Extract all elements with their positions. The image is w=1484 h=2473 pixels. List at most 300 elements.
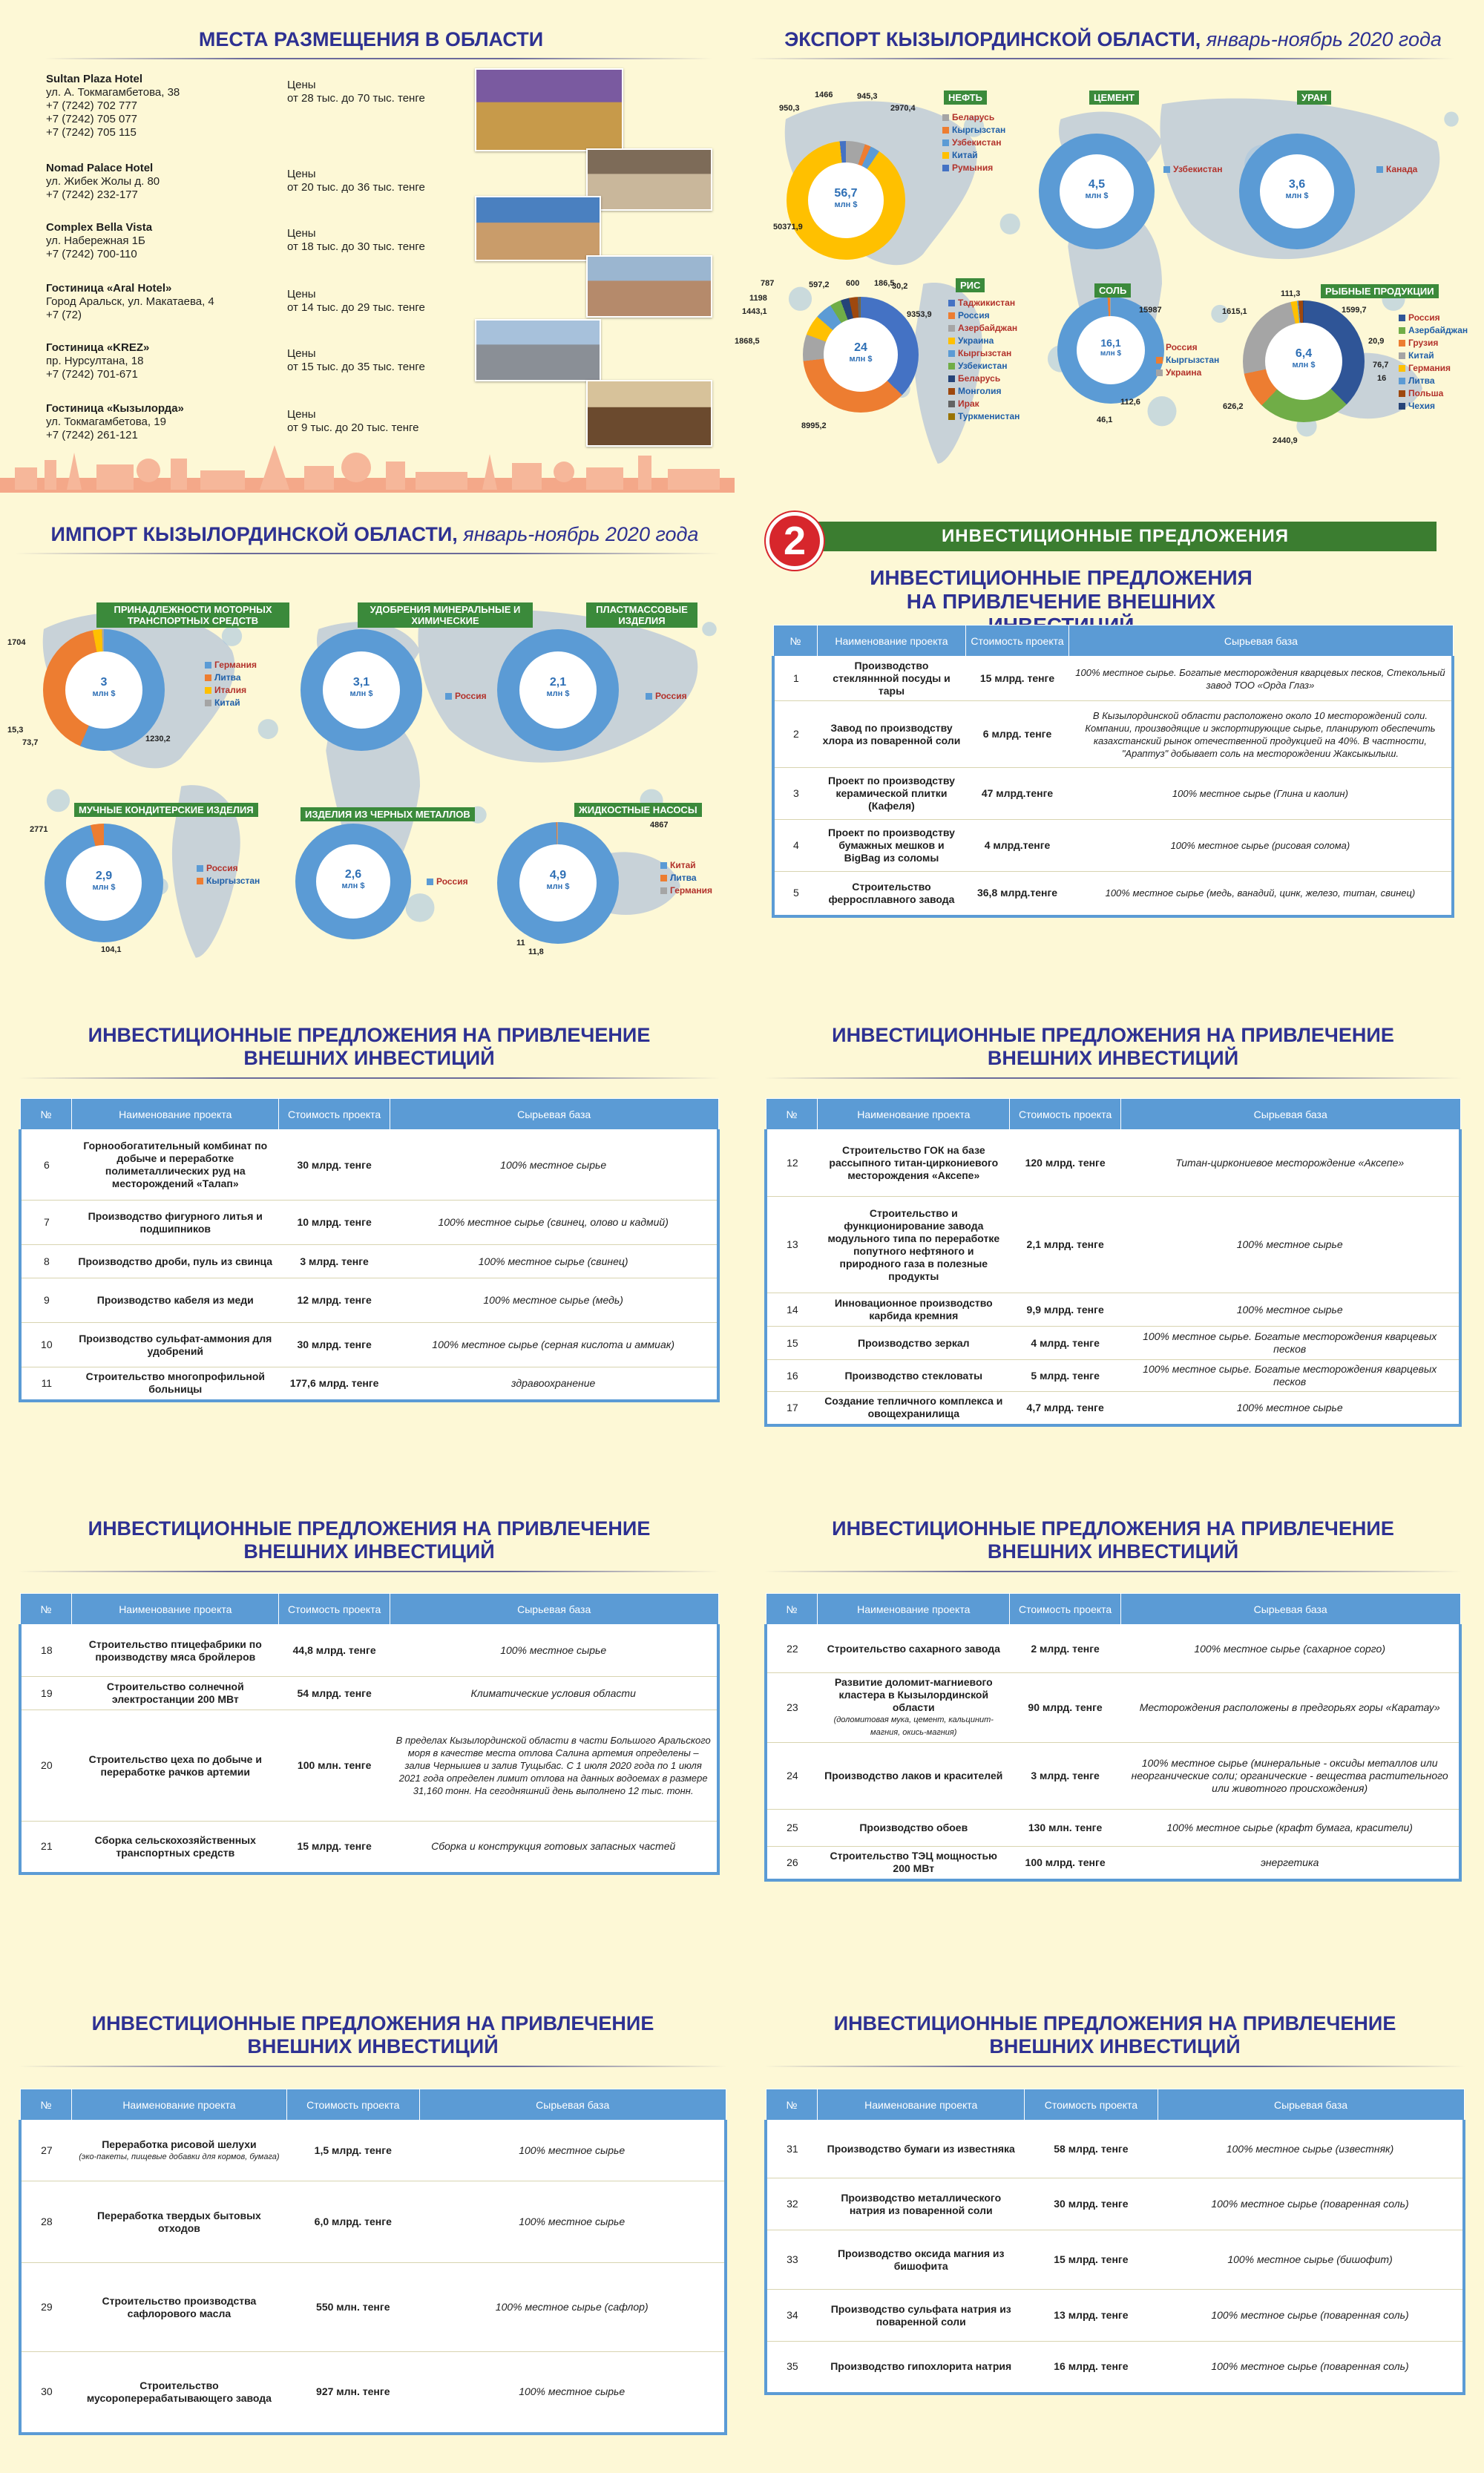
raw-material-base-text: 100% местное сырье. Богатые месторождения кварцевых песков [1143, 1363, 1437, 1387]
project-name [818, 1673, 1010, 1743]
project-number-text: 33 [787, 2253, 798, 2265]
project-number-text: 15 [787, 1336, 798, 1349]
raw-material-base [1120, 1625, 1460, 1673]
project-name [72, 1367, 279, 1401]
raw-material-base [1158, 2121, 1464, 2178]
investment-table [772, 625, 1454, 918]
data-label: 15987 [1139, 306, 1162, 315]
hotel-price-label: Цены [287, 347, 316, 360]
raw-material-base [1120, 1743, 1460, 1810]
legend-swatch [1156, 357, 1163, 364]
raw-material-base [1120, 1197, 1460, 1293]
donut-center [808, 162, 884, 238]
project-number [20, 2352, 72, 2434]
legend-label: Китай [670, 860, 696, 870]
project-number [766, 1847, 818, 1880]
column-header: Наименование проекта [818, 1594, 1010, 1625]
project-name [818, 820, 965, 872]
legend-label: Литва [1408, 375, 1435, 386]
chart-legend [646, 690, 687, 703]
donut-center [519, 651, 597, 729]
data-label: 597,2 [809, 280, 830, 289]
legend-label: Азербайджан [1408, 325, 1468, 335]
project-name [72, 1710, 279, 1822]
chart-category-label: НЕФТЬ [944, 91, 987, 105]
hotel-entry [46, 221, 491, 261]
legend-swatch [660, 862, 667, 869]
hotel-price-label: Цены [287, 227, 316, 240]
table-row [766, 2230, 1464, 2290]
donut-chart [1039, 134, 1155, 249]
project-cost-text: 6,0 млрд. тенге [314, 2216, 392, 2227]
hotel-photo [475, 68, 623, 151]
donut-chart [497, 822, 619, 944]
hotel-entry [46, 341, 491, 381]
raw-material-base [419, 2181, 726, 2263]
donut-center [1265, 323, 1343, 401]
raw-material-base-text: 100% местное сырье (сафлор) [495, 2301, 649, 2313]
donut-unit: млн $ [1100, 349, 1122, 358]
project-name [818, 657, 965, 701]
donut-unit: млн $ [349, 689, 373, 699]
legend-label: Россия [655, 691, 687, 701]
legend-label: Россия [1166, 342, 1198, 352]
donut-total: 56,7 [834, 186, 858, 200]
project-number [20, 1323, 72, 1367]
donut-unit: млн $ [834, 200, 858, 209]
project-name [818, 872, 965, 916]
hotel-info-line: ул. Набережная 1Б [46, 234, 145, 247]
raw-material-base [390, 1625, 718, 1677]
legend-swatch [948, 300, 955, 306]
column-header: Сырьевая база [1120, 1594, 1460, 1625]
section-number-badge: 2 [766, 512, 824, 570]
legend-swatch [197, 878, 203, 884]
project-number [773, 701, 818, 768]
hotel-info-line: +7 (72) [46, 309, 82, 321]
hotel-price-value: от 9 тыс. до 20 тыс. тенге [287, 421, 419, 434]
hotel-photo [475, 319, 601, 381]
project-cost-text: 10 млрд. тенге [297, 1216, 372, 1228]
invest-title-1: ИНВЕСТИЦИОННЫЕ ПРЕДЛОЖЕНИЯ НА ПРИВЛЕЧЕНИЕ ВНЕШНИХ [870, 566, 1252, 614]
table-row [773, 768, 1453, 820]
data-label: 2771 [30, 825, 48, 834]
legend-item [1156, 367, 1219, 379]
project-name-text: Строительство птицефабрики по производству мяса бройлеров [88, 1638, 262, 1663]
donut-center [1060, 154, 1134, 229]
column-header: Наименование проекта [72, 1099, 279, 1130]
data-label: 104,1 [101, 945, 122, 954]
project-cost [965, 657, 1069, 701]
legend-item [942, 111, 1005, 124]
project-cost-text: 15 млрд. тенге [1054, 2253, 1129, 2265]
project-cost [1010, 1392, 1120, 1425]
legend-label: Таджикистан [958, 298, 1016, 308]
project-name-text: Производство металлического натрия из поваренной соли [841, 2191, 1002, 2216]
chart-legend [660, 859, 712, 897]
project-number-text: 13 [787, 1238, 798, 1250]
project-number [766, 1130, 818, 1197]
project-cost-text: 4,7 млрд. тенге [1026, 1401, 1104, 1413]
hotel-name: Complex Bella Vista [46, 221, 153, 234]
raw-material-base-text: 100% местное сырье (свинец) [478, 1255, 628, 1267]
project-name [818, 2178, 1025, 2230]
data-label: 1466 [815, 91, 833, 99]
project-cost-text: 100 млн. тенге [297, 1759, 372, 1771]
legend-item [1399, 349, 1468, 362]
raw-material-base [1069, 768, 1453, 820]
legend-item [948, 360, 1020, 372]
investment-table [764, 1593, 1462, 1882]
table-header-row [773, 625, 1453, 657]
project-name-text: Строительство ГОК на базе рассыпного титан-циркониевого месторождения «Аксепе» [829, 1144, 999, 1181]
hotel-price-value: от 18 тыс. до 30 тыс. тенге [287, 240, 425, 253]
project-cost [286, 2263, 419, 2352]
project-number [773, 768, 818, 820]
hotel-price [287, 288, 480, 315]
project-name [72, 2121, 286, 2181]
raw-material-base-text: 100% местное сырье [1236, 1303, 1343, 1316]
legend-label: Узбекистан [958, 361, 1008, 371]
hotel-price [287, 408, 480, 435]
project-name [818, 1847, 1010, 1880]
donut-center [824, 318, 898, 392]
hotel-price [287, 79, 480, 105]
legend-swatch [948, 350, 955, 357]
project-note: (доломитовая мука, цемент, кальцинит-магния, окись-магния) [833, 1715, 994, 1737]
legend-label: Беларусь [958, 373, 1001, 384]
column-header: № [20, 1099, 72, 1130]
legend-swatch [445, 693, 452, 700]
invest-section-rule [19, 2066, 727, 2067]
project-cost-text: 3 млрд. тенге [1031, 1770, 1100, 1781]
data-label: 20,9 [1368, 337, 1385, 346]
raw-material-base-text: Месторождения расположены в предгорьях горы «Каратау» [1139, 1701, 1440, 1713]
data-label: 11,8 [528, 948, 544, 956]
column-header: № [766, 1099, 818, 1130]
project-number-text: 10 [41, 1339, 53, 1350]
table-header-row [20, 2089, 726, 2121]
hotel-price-value: от 14 тыс. до 29 тыс. тенге [287, 301, 425, 314]
hotel-info-line: +7 (7242) 705 115 [46, 126, 137, 139]
project-name-text: Строительство и функционирование завода модульного типа по переработке попутного нефтяного и природного газа в полезные продукты [827, 1206, 1000, 1282]
hotel-entry [46, 282, 491, 322]
raw-material-base-text: В пределах Кызылординской области в части Большого Аральского моря в качестве места отлова Салина артемия определены – залив Чернышев и залив Тущыбас. С 1 июля 2020 года по 1 июля 2021 года определен лимит отлова на данных водоемах в размере 31,160 тонн. На сегодняшний день выполнено 12 тыс. тонн. [395, 1735, 711, 1796]
invest-section-title: ИНВЕСТИЦИОННЫЕ ПРЕДЛОЖЕНИЯ НА ПРИВЛЕЧЕНИЕ ВНЕШНИХ ИНВЕСТИЦИЙ [833, 2012, 1396, 2058]
project-number-text: 2 [792, 728, 799, 740]
project-name-text: Производство стекляннной посуды и тары [833, 660, 951, 697]
legend-swatch [1399, 352, 1405, 359]
hotel-price-label: Цены [287, 79, 316, 91]
column-header: № [766, 1594, 818, 1625]
raw-material-base-text: Климатические условия области [470, 1687, 636, 1699]
hotel-price-value: от 28 тыс. до 70 тыс. тенге [287, 92, 425, 105]
raw-material-base [1158, 2342, 1464, 2394]
hotel-price [287, 168, 480, 194]
raw-material-base [1120, 1392, 1460, 1425]
project-cost-text: 100 млрд. тенге [1025, 1856, 1106, 1868]
export-title [749, 28, 1477, 51]
donut-total: 6,4 [1295, 347, 1313, 361]
table-row [766, 1130, 1460, 1197]
raw-material-base-text: 100% местное сырье [519, 2385, 626, 2398]
project-cost-text: 9,9 млрд. тенге [1026, 1303, 1104, 1316]
project-name-text: Производство гипохлорита натрия [830, 2360, 1012, 2373]
project-name-text: Производство сульфата натрия из поваренной соли [830, 2302, 1011, 2328]
data-label: 15,3 [7, 726, 24, 735]
data-label: 16 [1377, 374, 1387, 383]
project-cost [279, 1201, 390, 1245]
legend-item [948, 347, 1020, 360]
legend-label: Россия [455, 691, 487, 701]
hotel-price-label: Цены [287, 168, 316, 180]
data-label: 945,3 [857, 92, 878, 101]
project-cost-text: 30 млрд. тенге [297, 1158, 372, 1171]
data-label: 1599,7 [1342, 306, 1367, 315]
donut-chart [1239, 134, 1355, 249]
legend-swatch [1399, 403, 1405, 410]
project-name-text: Проект по производству бумажных мешков и BigBag из соломы [828, 827, 955, 864]
project-number [20, 1677, 72, 1710]
donut-unit: млн $ [92, 882, 116, 892]
raw-material-base-text: Титан-циркониевое месторождение «Аксепе» [1175, 1157, 1405, 1169]
chart-category-label: РЫБНЫЕ ПРОДУКЦИИ [1321, 284, 1439, 298]
project-name [818, 1392, 1010, 1425]
legend-item [646, 690, 687, 703]
legend-swatch [942, 127, 949, 134]
legend-item [948, 297, 1020, 309]
donut-chart [787, 141, 905, 260]
legend-label: Россия [436, 876, 468, 887]
donut-total: 24 [854, 341, 867, 355]
column-header: Сырьевая база [419, 2089, 726, 2121]
donut-center [65, 651, 143, 729]
raw-material-base-text: 100% местное сырье (рисовая солома) [1170, 840, 1350, 851]
investment-table [764, 2089, 1465, 2395]
data-label: 626,2 [1223, 402, 1244, 411]
legend-label: Кыргызстан [952, 125, 1006, 135]
hotel-price-label: Цены [287, 408, 316, 421]
hotel-photo [586, 380, 712, 447]
legend-item [948, 410, 1020, 423]
project-cost-text: 1,5 млрд. тенге [314, 2144, 392, 2156]
legend-swatch [1399, 390, 1405, 397]
column-header: Сырьевая база [1069, 625, 1453, 657]
project-cost [1025, 2290, 1158, 2342]
table-row [773, 701, 1453, 768]
project-name-text: Инновационное производство карбида кремния [834, 1297, 993, 1321]
legend-item [948, 372, 1020, 385]
project-name [72, 1278, 279, 1323]
column-header: Стоимость проекта [965, 625, 1069, 657]
data-label: 46,1 [1097, 416, 1113, 424]
hotel-entry [46, 162, 491, 202]
project-name-text: Производство фигурного литья и подшипников [88, 1209, 263, 1235]
data-label: 186,5 [874, 279, 895, 288]
project-number-text: 18 [41, 1644, 53, 1656]
column-header: Стоимость проекта [1010, 1594, 1121, 1625]
legend-swatch [942, 152, 949, 159]
legend-item [1399, 387, 1468, 400]
legend-item [1399, 362, 1468, 375]
legend-label: Румыния [952, 162, 994, 173]
project-cost [1025, 2342, 1158, 2394]
import-title-main: ИМПОРТ КЫЗЫЛОРДИНСКОЙ ОБЛАСТИ, [50, 523, 458, 545]
project-number [773, 820, 818, 872]
legend-swatch [948, 401, 955, 407]
hotel-info-line: +7 (7242) 232-177 [46, 188, 138, 201]
raw-material-base [1120, 1673, 1460, 1743]
legend-swatch [1399, 340, 1405, 347]
table-row [773, 657, 1453, 701]
project-number-text: 32 [787, 2198, 798, 2210]
donut-center [323, 651, 401, 729]
legend-label: Литва [214, 672, 241, 683]
import-title-period: январь-ноябрь 2020 года [457, 523, 699, 545]
project-number-text: 34 [787, 2309, 798, 2321]
chart-legend [1163, 163, 1222, 176]
data-label: 1198 [749, 294, 767, 303]
raw-material-base-text: 100% местное сырье (бишофит) [1227, 2253, 1393, 2265]
legend-swatch [1376, 166, 1383, 173]
raw-material-base [419, 2352, 726, 2434]
hotels-title: МЕСТА РАЗМЕЩЕНИЯ В ОБЛАСТИ [198, 28, 544, 50]
column-header: Стоимость проекта [1025, 2089, 1158, 2121]
table-row [773, 820, 1453, 872]
legend-label: Германия [670, 885, 713, 896]
raw-material-base-text: 100% местное сырье. Богатые месторождения кварцевых песков [1143, 1330, 1437, 1355]
chart-legend [205, 659, 257, 709]
donut-center [519, 844, 597, 922]
project-cost [286, 2121, 419, 2181]
table-row [766, 2342, 1464, 2394]
legend-swatch [1156, 344, 1163, 351]
table-row [20, 2121, 726, 2181]
data-label: 1443,1 [742, 307, 767, 316]
project-number-text: 20 [41, 1759, 53, 1771]
raw-material-base-text: 100% местное сырье [1236, 1238, 1343, 1250]
table-row [766, 2121, 1464, 2178]
chart-legend [1399, 312, 1468, 413]
hotel-info-line: +7 (7242) 261-121 [46, 429, 138, 441]
raw-material-base [1158, 2290, 1464, 2342]
legend-label: Германия [214, 660, 257, 670]
legend-item [942, 137, 1005, 149]
project-name [818, 1625, 1010, 1673]
raw-material-base [390, 1822, 718, 1873]
raw-material-base-text: 100% местное сырье (медь, ванадий, цинк, железо, титан, свинец) [1105, 887, 1416, 899]
project-name-text: Создание тепличного комплекса и овощехранилища [824, 1395, 1003, 1420]
donut-total: 4,9 [549, 869, 567, 882]
donut-chart [45, 824, 163, 942]
legend-swatch [1399, 315, 1405, 321]
legend-item [942, 124, 1005, 137]
raw-material-base-text: 100% местное сырье (свинец, олово и кадмий) [438, 1216, 669, 1228]
donut-total: 2,6 [344, 868, 362, 881]
table-row [20, 1710, 718, 1822]
project-name-text: Производство бумаги из известняка [827, 2143, 1015, 2155]
project-name [72, 2181, 286, 2263]
project-cost [965, 768, 1069, 820]
project-number-text: 1 [792, 672, 799, 684]
raw-material-base-text: 100% местное сырье [519, 2144, 626, 2156]
chart-legend [942, 111, 1005, 174]
legend-label: Китай [214, 697, 240, 708]
project-number-text: 31 [787, 2143, 798, 2155]
export-map [735, 74, 1480, 479]
hotel-price-label: Цены [287, 288, 316, 300]
project-name-text: Производство стекловаты [844, 1369, 983, 1382]
raw-material-base [1120, 1327, 1460, 1360]
project-number-text: 22 [787, 1642, 798, 1655]
legend-label: Узбекистан [952, 137, 1002, 148]
table-row [766, 1625, 1460, 1673]
data-label: 2970,4 [890, 104, 916, 113]
donut-chart [497, 629, 619, 751]
project-cost [279, 1323, 390, 1367]
project-name-text: Строительство солнечной электростанции 200 МВт [106, 1681, 244, 1705]
project-cost [1010, 1197, 1120, 1293]
raw-material-base [1069, 701, 1453, 768]
project-name-text: Развитие доломит-магниевого кластера в Кызылординской области [834, 1676, 993, 1713]
project-name-text: Проект по производству керамической плитки (Кафеля) [828, 775, 955, 812]
chart-legend [445, 690, 487, 703]
project-name [818, 2230, 1025, 2290]
project-name-text: Строительство цеха по добыче и переработке рачков артемии [88, 1753, 262, 1778]
table-row [766, 2290, 1464, 2342]
export-title-rule [749, 58, 1454, 59]
legend-item [948, 322, 1020, 335]
import-title [15, 523, 735, 546]
investment-table [19, 1593, 720, 1875]
hotel-info-line: +7 (7242) 700-110 [46, 248, 137, 260]
chart-legend [1156, 341, 1219, 379]
donut-total: 16,1 [1100, 337, 1121, 349]
data-label: 76,7 [1373, 361, 1389, 370]
invest-section-title: ИНВЕСТИЦИОННЫЕ ПРЕДЛОЖЕНИЯ НА ПРИВЛЕЧЕНИЕ ВНЕШНИХ ИНВЕСТИЦИЙ [832, 1517, 1394, 1563]
raw-material-base-text: 100% местное сырье (Глина и каолин) [1172, 788, 1348, 799]
raw-material-base-text: 100% местное сырье (известняк) [1226, 2143, 1394, 2155]
legend-item [948, 309, 1020, 322]
hotel-entry [46, 73, 491, 139]
raw-material-base-text: 100% местное сырье [500, 1644, 607, 1656]
hotel-info-line: ул. Жибек Жолы д. 80 [46, 175, 160, 188]
legend-item [1399, 324, 1468, 337]
data-label: 600 [846, 279, 860, 288]
legend-item [1399, 375, 1468, 387]
legend-swatch [660, 875, 667, 881]
project-number [20, 1822, 72, 1873]
legend-label: Кыргызстан [206, 876, 260, 886]
project-cost-text: 120 млрд. тенге [1025, 1157, 1106, 1169]
world-map-background [757, 74, 1480, 479]
donut-total: 3 [100, 676, 108, 689]
column-header: № [773, 625, 818, 657]
raw-material-base [1120, 1810, 1460, 1847]
legend-label: Канада [1386, 164, 1418, 174]
donut-chart [301, 629, 422, 751]
legend-swatch [948, 375, 955, 382]
project-number [20, 1367, 72, 1401]
table-row [20, 1625, 718, 1677]
project-name-text: Строительство мусороперерабатывающего завода [86, 2379, 272, 2404]
legend-swatch [948, 338, 955, 344]
project-number [20, 2121, 72, 2181]
project-name [72, 1677, 279, 1710]
table-row [20, 1323, 718, 1367]
hotel-name: Гостиница «Кызылорда» [46, 402, 184, 415]
legend-label: Кыргызстан [1166, 355, 1220, 365]
